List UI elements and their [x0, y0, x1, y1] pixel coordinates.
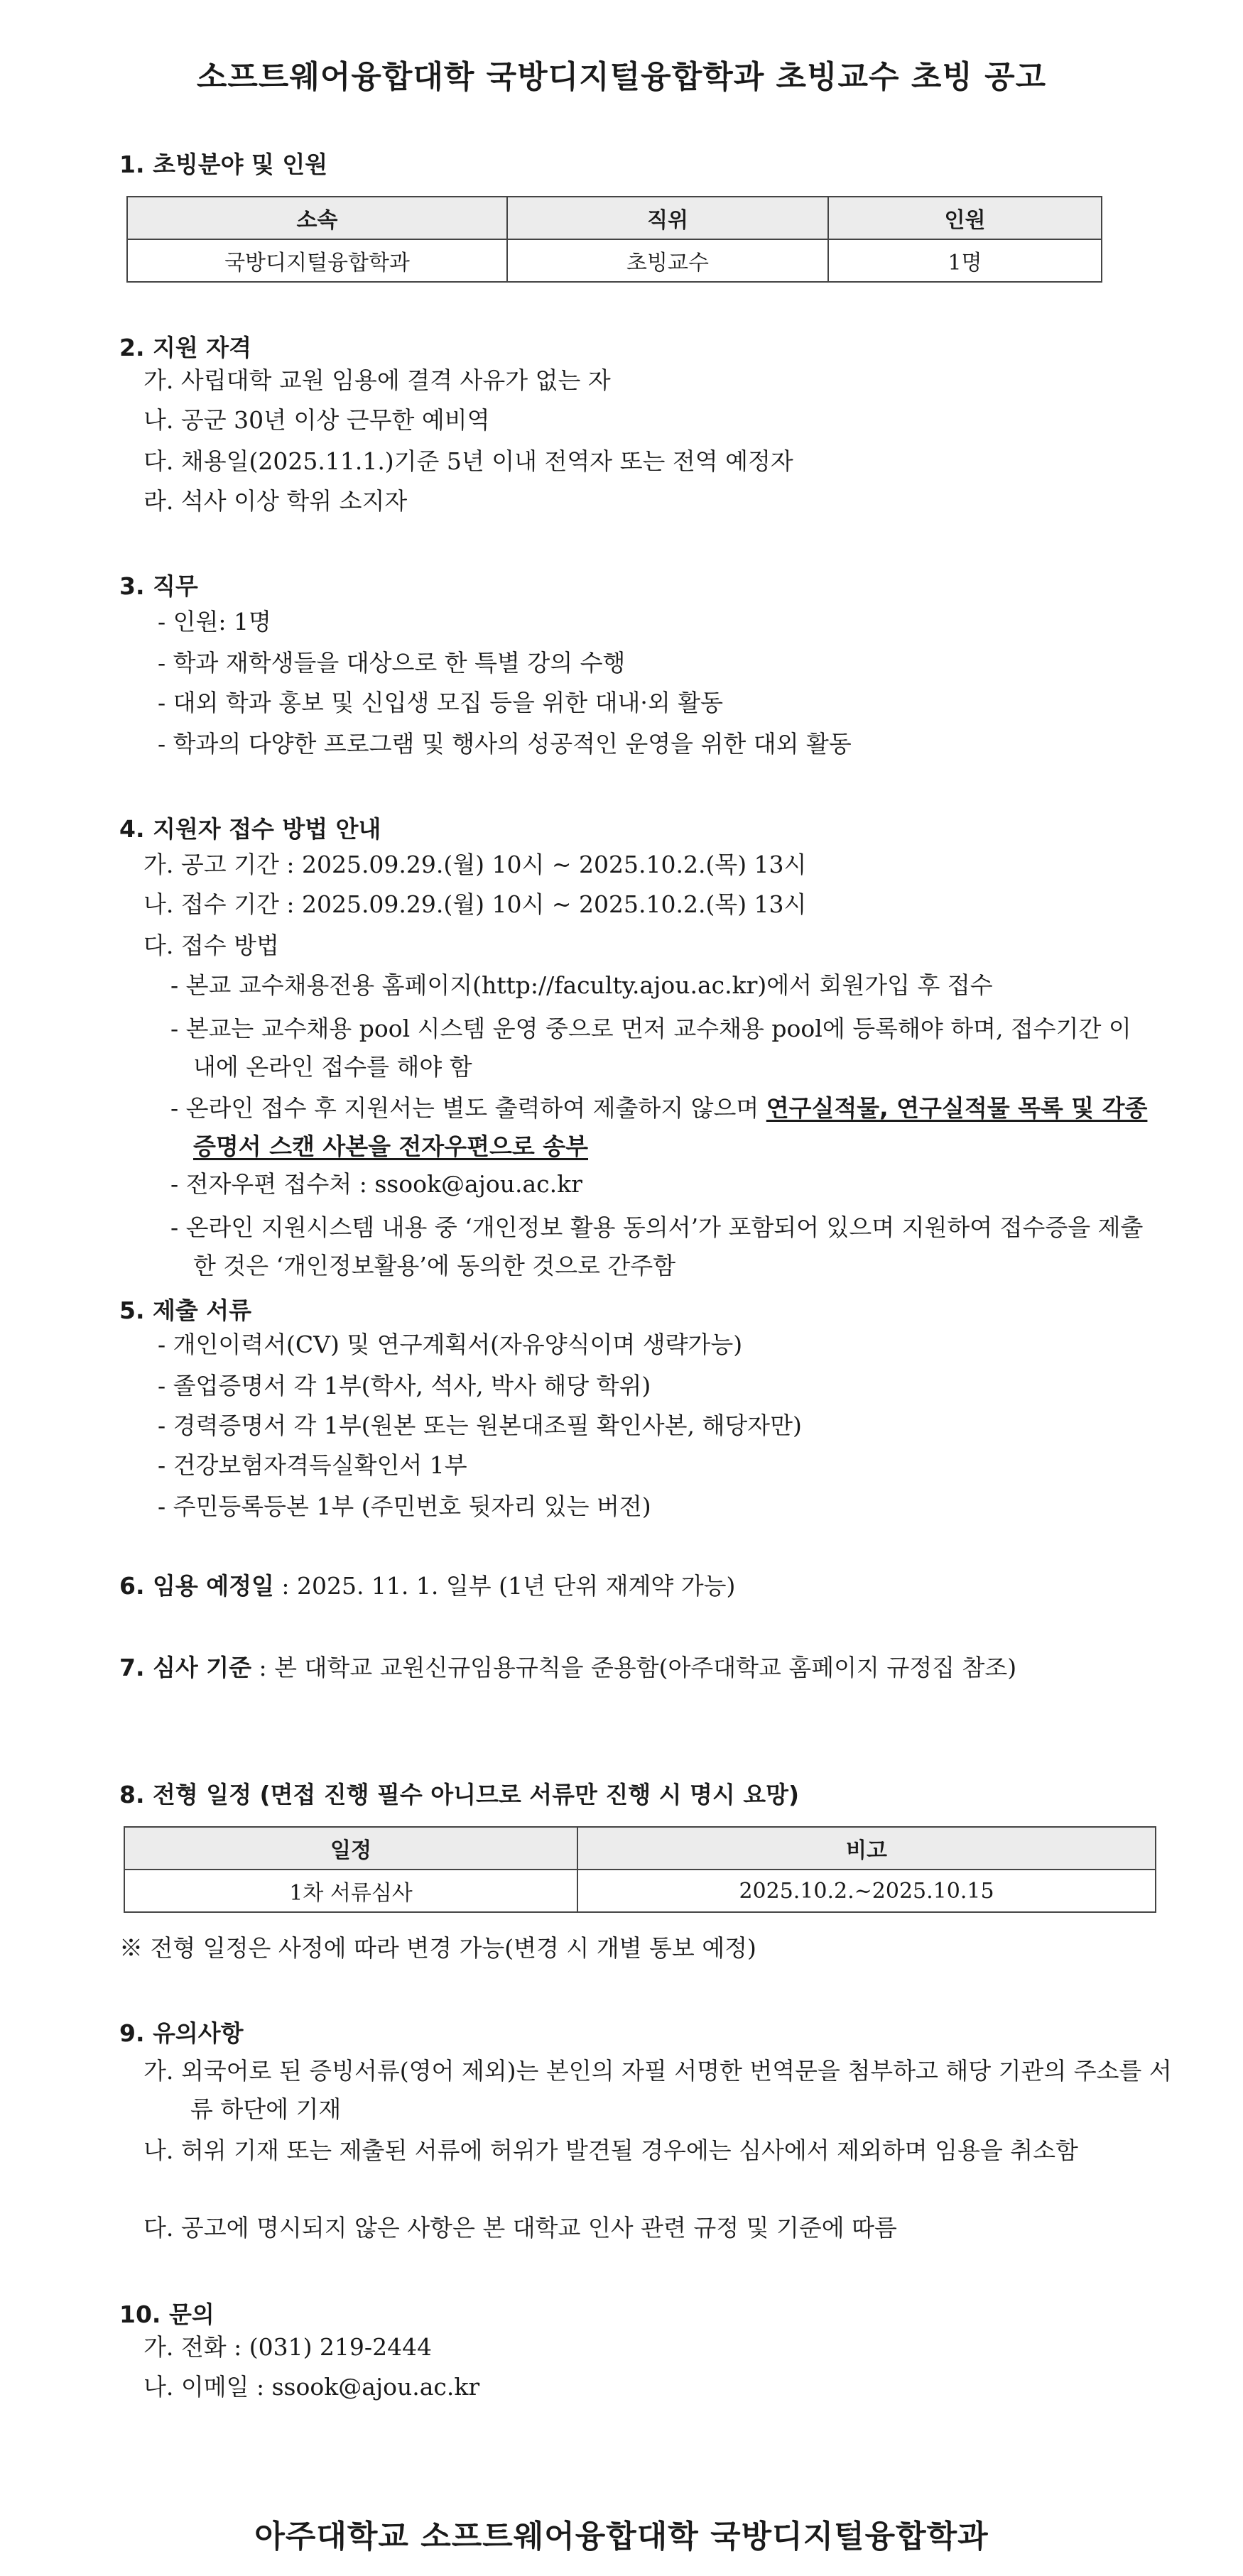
appointment-date-line: [119, 1571, 735, 1602]
footer-organization: 아주대학교 소프트웨어융합대학 국방디지털융합학과: [254, 2518, 989, 2555]
table-header-row: [127, 197, 1102, 239]
table-cell: 국방디지털융합학과: [127, 239, 507, 282]
section-4-heading: 4. 지원자 접수 방법 안내: [119, 815, 381, 843]
contact-phone: 가. 전화 : (031) 219-2444: [143, 2333, 433, 2361]
table-header: 일정: [124, 1827, 577, 1870]
list-item: - 본교는 교수채용 pool 시스템 운영 중으로 먼저 교수채용 pool에 등록해야 하며, 접수기간 이내에 온라인 접수를 해야 함: [170, 1015, 1131, 1081]
table-row: [127, 239, 1102, 282]
schedule-table: [124, 1826, 1156, 1913]
table-cell: 1명: [828, 239, 1102, 282]
section-7-label: 7. 심사 기준: [119, 1654, 251, 1681]
list-item: 가. 공고 기간 : 2025.09.29.(월) 10시 ~ 2025.10.2.(목) 13시: [143, 851, 807, 878]
list-item: - 개인이력서(CV) 및 연구계획서(자유양식이며 생략가능): [158, 1331, 743, 1358]
list-item: 다. 공고에 명시되지 않은 사항은 본 대학교 인사 관련 규정 및 기준에 따름: [143, 2214, 897, 2242]
list-item: 다. 채용일(2025.11.1.)기준 5년 이내 전역자 또는 전역 예정자: [143, 447, 793, 475]
section-1-heading: 1. 초빙분야 및 인원: [119, 151, 328, 178]
list-item: - 대외 학과 홍보 및 신입생 모집 등을 위한 대내·외 활동: [158, 689, 723, 716]
list-item: - 졸업증명서 각 1부(학사, 석사, 박사 해당 학위): [158, 1372, 651, 1399]
section-2-heading: 2. 지원 자격: [119, 334, 251, 361]
review-criteria-text: : 본 대학교 교원신규임용규칙을 준용함(아주대학교 홈페이지 규정집 참조): [251, 1654, 1017, 1681]
list-item: [170, 1089, 1154, 1166]
table-header: 인원: [828, 197, 1102, 239]
table-cell: 1차 서류심사: [124, 1870, 577, 1912]
list-item: 나. 허위 기재 또는 제출된 서류에 허위가 발견될 경우에는 심사에서 제외하며 임용을 취소함: [143, 2136, 1078, 2164]
table-header: 소속: [127, 197, 507, 239]
list-item: - 학과 재학생들을 대상으로 한 특별 강의 수행: [158, 649, 626, 677]
list-item: - 학과의 다양한 프로그램 및 행사의 성공적인 운영을 위한 대외 활동: [158, 730, 852, 758]
table-cell: 2025.10.2.~2025.10.15: [577, 1870, 1156, 1912]
list-item: 가. 사립대학 교원 임용에 결격 사유가 없는 자: [143, 366, 611, 394]
emphasis-text: 연구실적물, 연구실적물 목록 및 각종 증명서 스캔 사본을 전자우편으로 송부: [193, 1094, 1148, 1160]
page-title: 소프트웨어융합대학 국방디지털융합학과 초빙교수 초빙 공고: [196, 59, 1047, 95]
list-item: 다. 접수 방법: [143, 932, 279, 959]
list-item: - 주민등록등본 1부 (주민번호 뒷자리 있는 버전): [158, 1492, 651, 1520]
table-cell: 초빙교수: [507, 239, 828, 282]
list-item: - 건강보험자격득실확인서 1부: [158, 1451, 467, 1479]
schedule-note: ※ 전형 일정은 사정에 따라 변경 가능(변경 시 개별 통보 예정): [119, 1934, 756, 1962]
table-header-row: [124, 1827, 1156, 1870]
review-criteria-line: [119, 1649, 1210, 1687]
table-header: 비고: [577, 1827, 1156, 1870]
table-header: 직위: [507, 197, 828, 239]
section-5-heading: 5. 제출 서류: [119, 1297, 251, 1324]
section-9-heading: 9. 유의사항: [119, 2019, 244, 2047]
section-6-label: 6. 임용 예정일: [119, 1572, 274, 1600]
list-item: 나. 접수 기간 : 2025.09.29.(월) 10시 ~ 2025.10.2.(목) 13시: [143, 890, 807, 918]
section-3-heading: 3. 직무: [119, 572, 198, 600]
list-item: - 본교 교수채용전용 홈페이지(http://faculty.ajou.ac.kr)에서 회원가입 후 접수: [170, 971, 993, 999]
list-item: 나. 공군 30년 이상 근무한 예비역: [143, 406, 490, 434]
list-item: - 온라인 지원시스템 내용 중 ‘개인정보 활용 동의서’가 포함되어 있으며 지원하여 접수증을 제출한 것은 ‘개인정보활용’에 동의한 것으로 간주함: [170, 1213, 1144, 1279]
section-8-heading: 8. 전형 일정 (면접 진행 필수 아니므로 서류만 진행 시 명시 요망): [119, 1781, 800, 1808]
list-item: 라. 석사 이상 학위 소지자: [143, 487, 408, 515]
contact-email: 나. 이메일 : ssook@ajou.ac.kr: [143, 2373, 480, 2401]
table-row: [124, 1870, 1156, 1912]
list-item: 가. 외국어로 된 증빙서류(영어 제외)는 본인의 자필 서명한 번역문을 첨부하고 해당 기관의 주소를 서류 하단에 기재: [143, 2057, 1172, 2123]
list-item: - 경력증명서 각 1부(원본 또는 원본대조필 확인사본, 해당자만): [158, 1412, 802, 1439]
appointment-date-text: : 2025. 11. 1. 일부 (1년 단위 재계약 가능): [273, 1572, 736, 1600]
recruitment-table: [126, 196, 1102, 283]
section-10-heading: 10. 문의: [119, 2301, 215, 2328]
list-item: - 인원: 1명: [158, 608, 271, 635]
list-item: - 전자우편 접수처 : ssook@ajou.ac.kr: [170, 1170, 582, 1198]
list-item-text: - 온라인 접수 후 지원서는 별도 출력하여 제출하지 않으며: [170, 1094, 766, 1122]
